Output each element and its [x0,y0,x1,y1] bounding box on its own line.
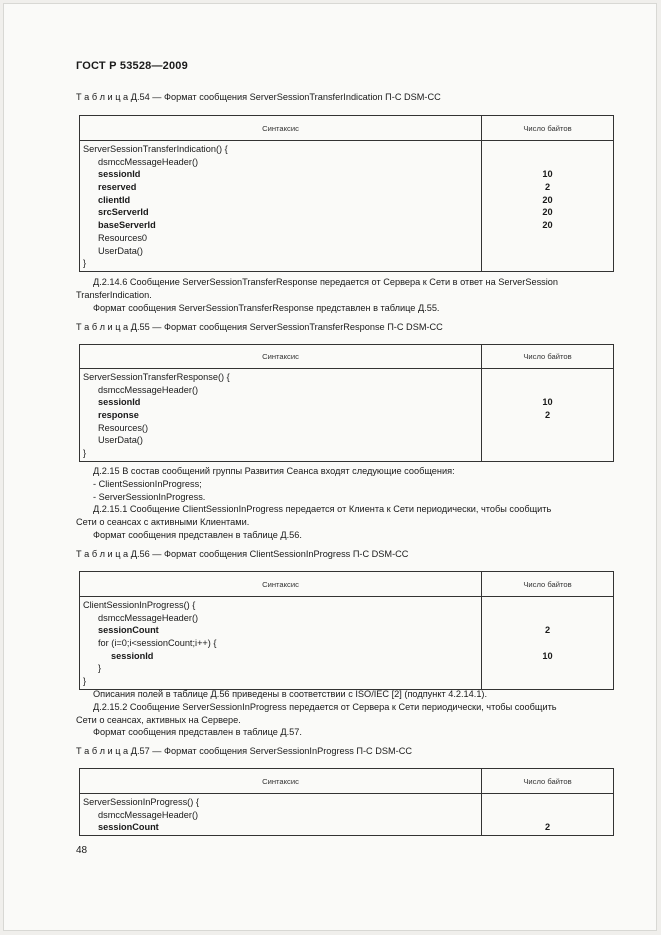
syntax-line: UserData() [98,245,143,256]
col-header-syntax: Синтаксис [80,769,482,794]
col-header-bytes: Число байтов [482,572,614,597]
byte-count [482,257,613,270]
syntax-cell [80,141,482,272]
text-line: Формат сообщения представлен в таблице Д.57. [93,727,302,738]
table-d57 [79,768,614,836]
byte-count: 2 [544,625,551,636]
syntax-line: ServerSessionTransferResponse() { [83,372,230,382]
table-caption-d54: Т а б л и ц а Д.54 — Формат сообщения ServerSessionTransferIndication П-С DSM-CC [76,92,441,102]
syntax-field: baseServerId [98,220,156,231]
col-header-syntax: Синтаксис [80,572,482,597]
syntax-line: dsmccMessageHeader() [98,156,199,167]
syntax-line: Resources0 [98,232,148,243]
col-header-syntax: Синтаксис [80,345,482,369]
byte-count [482,422,613,435]
byte-count: 10 [542,650,553,661]
text-line: Описания полей в таблице Д.56 приведены в соответствии с ISO/IEC [2] (подпункт 4.2.14.1). [93,689,488,699]
byte-count [482,447,613,460]
syntax-line: ServerSessionTransferIndication() { [83,144,228,154]
text-line: - ServerSessionInProgress. [93,491,206,502]
paragraph-d2-15-2 [76,688,614,739]
bytes-cell [482,369,614,462]
syntax-line: dsmccMessageHeader() [98,384,199,395]
col-header-bytes: Число байтов [482,769,614,794]
table-d56 [79,571,614,690]
syntax-line: for (i=0;i<sessionCount;i++) { [98,638,217,649]
syntax-line: Resources() [98,422,149,433]
byte-count [482,245,613,258]
table-caption-d55: Т а б л и ц а Д.55 — Формат сообщения ServerSessionTransferResponse П-С DSM-CC [76,322,443,332]
byte-count [482,612,613,625]
byte-count [482,662,613,675]
bytes-cell [482,597,614,690]
text-line: Формат сообщения ServerSessionTransferResponse представлен в таблице Д.55. [93,302,440,313]
text-line: Сети о сеансах, активных на Сервере. [76,714,241,725]
byte-count [482,637,613,650]
document-header: ГОСТ Р 53528—2009 [76,60,188,72]
syntax-field: sessionId [111,650,154,661]
paragraph-d2-15 [76,465,614,542]
table-caption-d56: Т а б л и ц а Д.56 — Формат сообщения ClientSessionInProgress П-С DSM-CC [76,549,409,559]
byte-count: 20 [542,194,553,205]
byte-count [482,809,613,822]
byte-count [482,434,613,447]
syntax-cell [80,794,482,836]
syntax-field: srcServerId [98,207,149,218]
text-line: Д.2.15.2 Сообщение ServerSessionInProgress передается от Сервера к Сети периодически, чтобы сообщить [93,701,557,712]
byte-count: 10 [542,169,553,180]
byte-count [482,143,613,156]
syntax-field: response [98,410,139,421]
syntax-line: } [83,448,87,459]
page-number: 48 [76,845,88,856]
byte-count: 2 [544,410,551,421]
byte-count [482,599,613,612]
bytes-cell [482,794,614,836]
syntax-line: } [83,258,87,269]
byte-count: 20 [542,207,553,218]
bytes-cell [482,141,614,272]
text-line: - ClientSessionInProgress; [93,478,202,489]
text-line: Сети о сеансах с активными Клиентами. [76,517,250,528]
paragraph-d2-14-6 [76,276,614,314]
syntax-line: ServerSessionInProgress() { [83,797,199,807]
text-line: Д.2.14.6 Сообщение ServerSessionTransferResponse передается от Сервера к Сети в ответ на ServerSession [93,277,559,287]
table-caption-d57: Т а б л и ц а Д.57 — Формат сообщения ServerSessionInProgress П-С DSM-CC [76,746,412,756]
byte-count [482,232,613,245]
syntax-field: reserved [98,182,137,193]
col-header-bytes: Число байтов [482,345,614,369]
syntax-field: clientId [98,194,131,205]
byte-count: 20 [542,220,553,231]
byte-count [482,796,613,809]
syntax-field: sessionCount [98,822,159,833]
byte-count: 2 [544,182,551,193]
byte-count: 10 [542,397,553,408]
text-line: TransferIndication. [76,289,152,300]
syntax-line: ClientSessionInProgress() { [83,600,196,610]
syntax-field: sessionCount [98,625,159,636]
syntax-cell [80,597,482,690]
syntax-cell [80,369,482,462]
byte-count [482,371,613,384]
syntax-line: } [83,676,87,687]
text-line: Д.2.15.1 Сообщение ClientSessionInProgress передается от Клиента к Сети периодически, чтобы сообщить [93,504,552,515]
byte-count [482,156,613,169]
syntax-line: dsmccMessageHeader() [98,809,199,820]
text-line: Формат сообщения представлен в таблице Д.56. [93,529,302,540]
syntax-line: } [98,663,102,674]
table-d55 [79,344,614,462]
syntax-field: sessionId [98,169,141,180]
table-d54 [79,115,614,272]
text-line: Д.2.15 В состав сообщений группы Развития Сеанса входят следующие сообщения: [93,466,455,476]
col-header-bytes: Число байтов [482,116,614,141]
syntax-line: UserData() [98,435,143,446]
syntax-line: dsmccMessageHeader() [98,612,199,623]
syntax-field: sessionId [98,397,141,408]
byte-count: 2 [544,822,551,833]
byte-count [482,384,613,397]
col-header-syntax: Синтаксис [80,116,482,141]
byte-count [482,675,613,688]
